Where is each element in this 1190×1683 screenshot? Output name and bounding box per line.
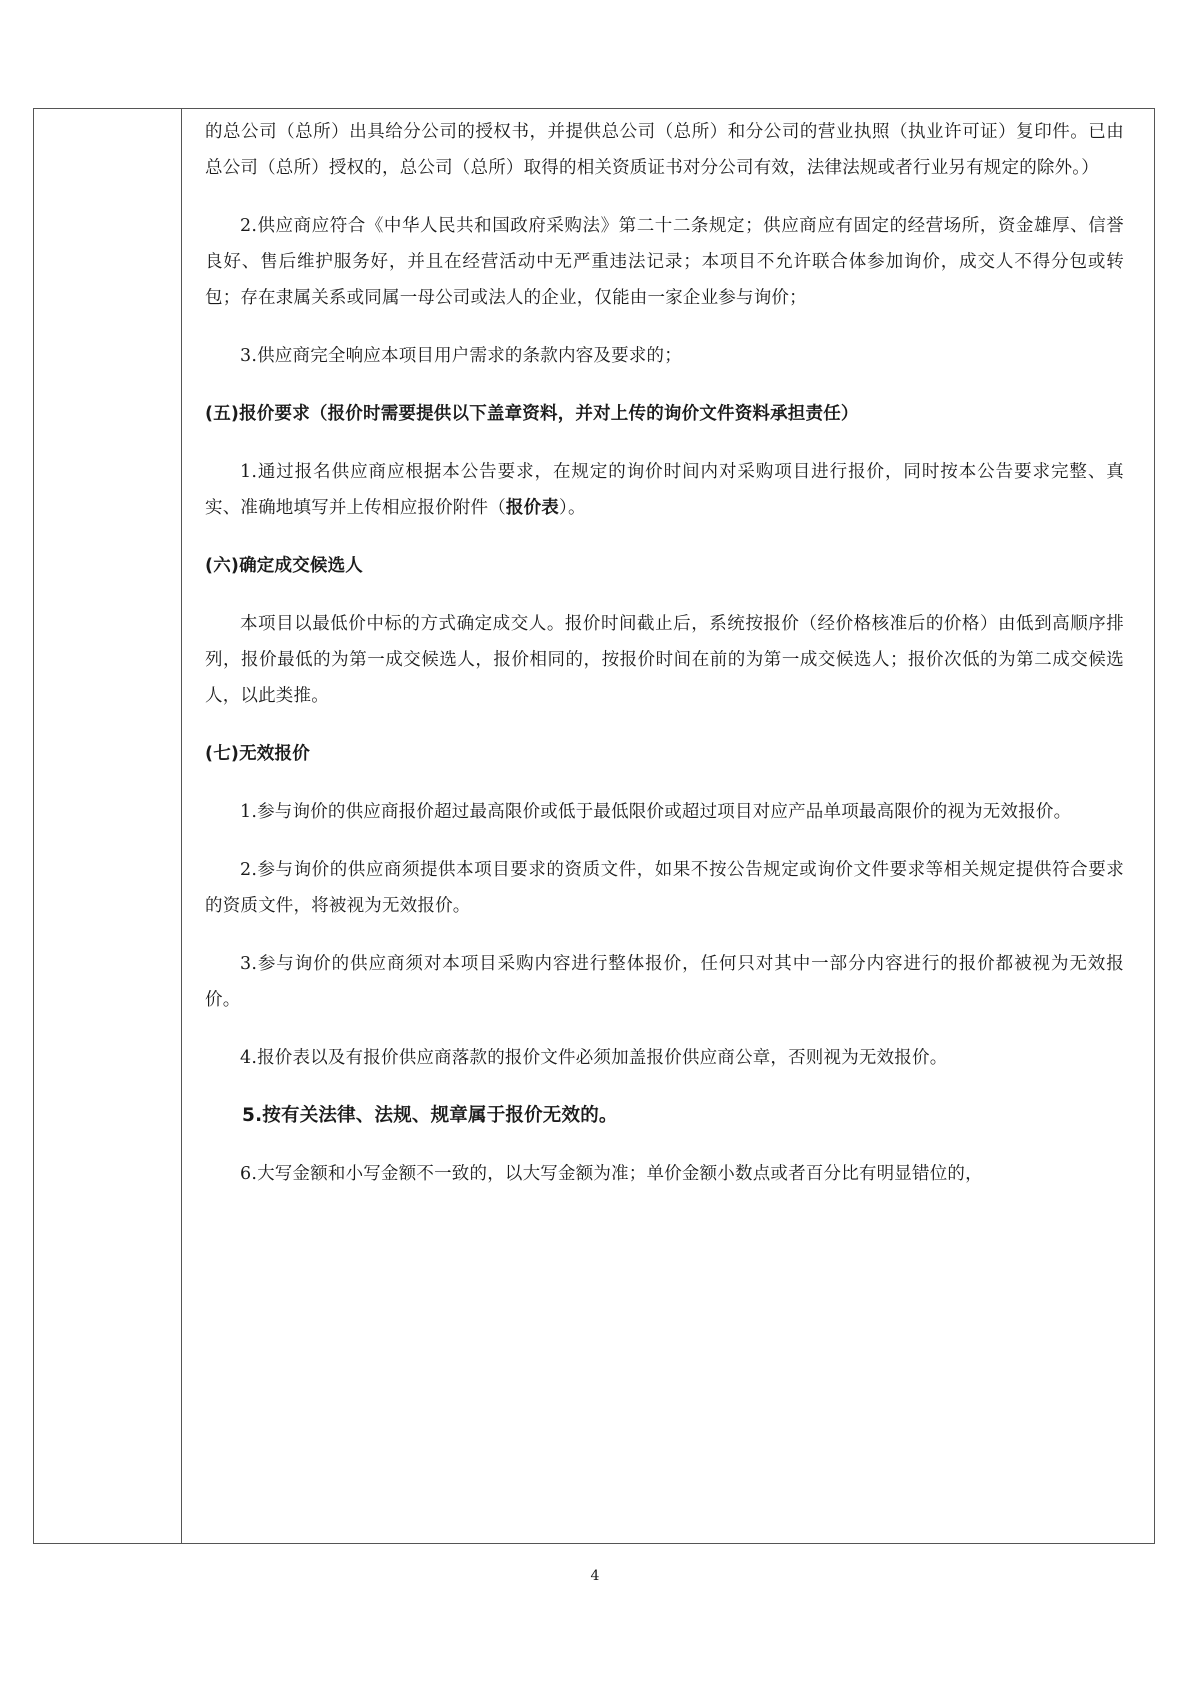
- quote-form-label: 报价表: [505, 498, 560, 518]
- label-column: [34, 109, 182, 1543]
- section-5-heading: (五)报价要求（报价时需要提供以下盖章资料，并对上传的询价文件资料承担责任）: [205, 404, 859, 424]
- content-table: [33, 108, 1155, 1544]
- content-column: [183, 109, 1154, 1543]
- page-number: 4: [590, 1568, 600, 1584]
- section-5-text-b: ）。: [559, 498, 586, 518]
- section-6-paragraph: 本项目以最低价中标的方式确定成交人。报价时间截止后，系统按报价（经价格核准后的价格）由低到高顺序排列，报价最低的为第一成交候选人，报价相同的，按报价时间在前的为第一成交候选人；报价次低的为第二成交候选人，以此类推。: [205, 614, 1124, 706]
- requirement-3: 3.供应商完全响应本项目用户需求的条款内容及要求的；: [240, 346, 682, 366]
- invalid-quote-1: 1.参与询价的供应商报价超过最高限价或低于最低限价或超过项目对应产品单项最高限价的视为无效报价。: [240, 802, 1072, 822]
- invalid-quote-2: 2.参与询价的供应商须提供本项目要求的资质文件，如果不按公告规定或询价文件要求等相关规定提供符合要求的资质文件，将被视为无效报价。: [205, 860, 1124, 916]
- requirement-2: 2.供应商应符合《中华人民共和国政府采购法》第二十二条规定；供应商应有固定的经营场所，资金雄厚、信誉良好、售后维护服务好，并且在经营活动中无严重违法记录；本项目不允许联合体参加询价，成交人不得分包或转包；存在隶属关系或同属一母公司或法人的企业，仅能由一家企业参与询价；: [205, 216, 1124, 308]
- section-7-heading: (七)无效报价: [205, 744, 310, 764]
- invalid-quote-3: 3.参与询价的供应商须对本项目采购内容进行整体报价，任何只对其中一部分内容进行的报价都被视为无效报价。: [205, 954, 1124, 1010]
- invalid-quote-5: 5.按有关法律、法规、规章属于报价无效的。: [242, 1105, 618, 1126]
- invalid-quote-6: 6.大写金额和小写金额不一致的，以大写金额为准；单价金额小数点或者百分比有明显错位的，: [240, 1164, 983, 1184]
- section-5-paragraph: [205, 454, 1124, 526]
- continuation-paragraph: 的总公司（总所）出具给分公司的授权书，并提供总公司（总所）和分公司的营业执照（执业许可证）复印件。已由总公司（总所）授权的，总公司（总所）取得的相关资质证书对分公司有效，法律法规或者行业另有规定的除外。）: [205, 122, 1124, 178]
- section-6-heading: (六)确定成交候选人: [205, 556, 363, 576]
- section-5-text-a: 1.通过报名供应商应根据本公告要求，在规定的询价时间内对采购项目进行报价，同时按本公告要求完整、真实、准确地填写并上传相应报价附件（: [205, 462, 1124, 518]
- invalid-quote-4: 4.报价表以及有报价供应商落款的报价文件必须加盖报价供应商公章，否则视为无效报价。: [240, 1048, 948, 1068]
